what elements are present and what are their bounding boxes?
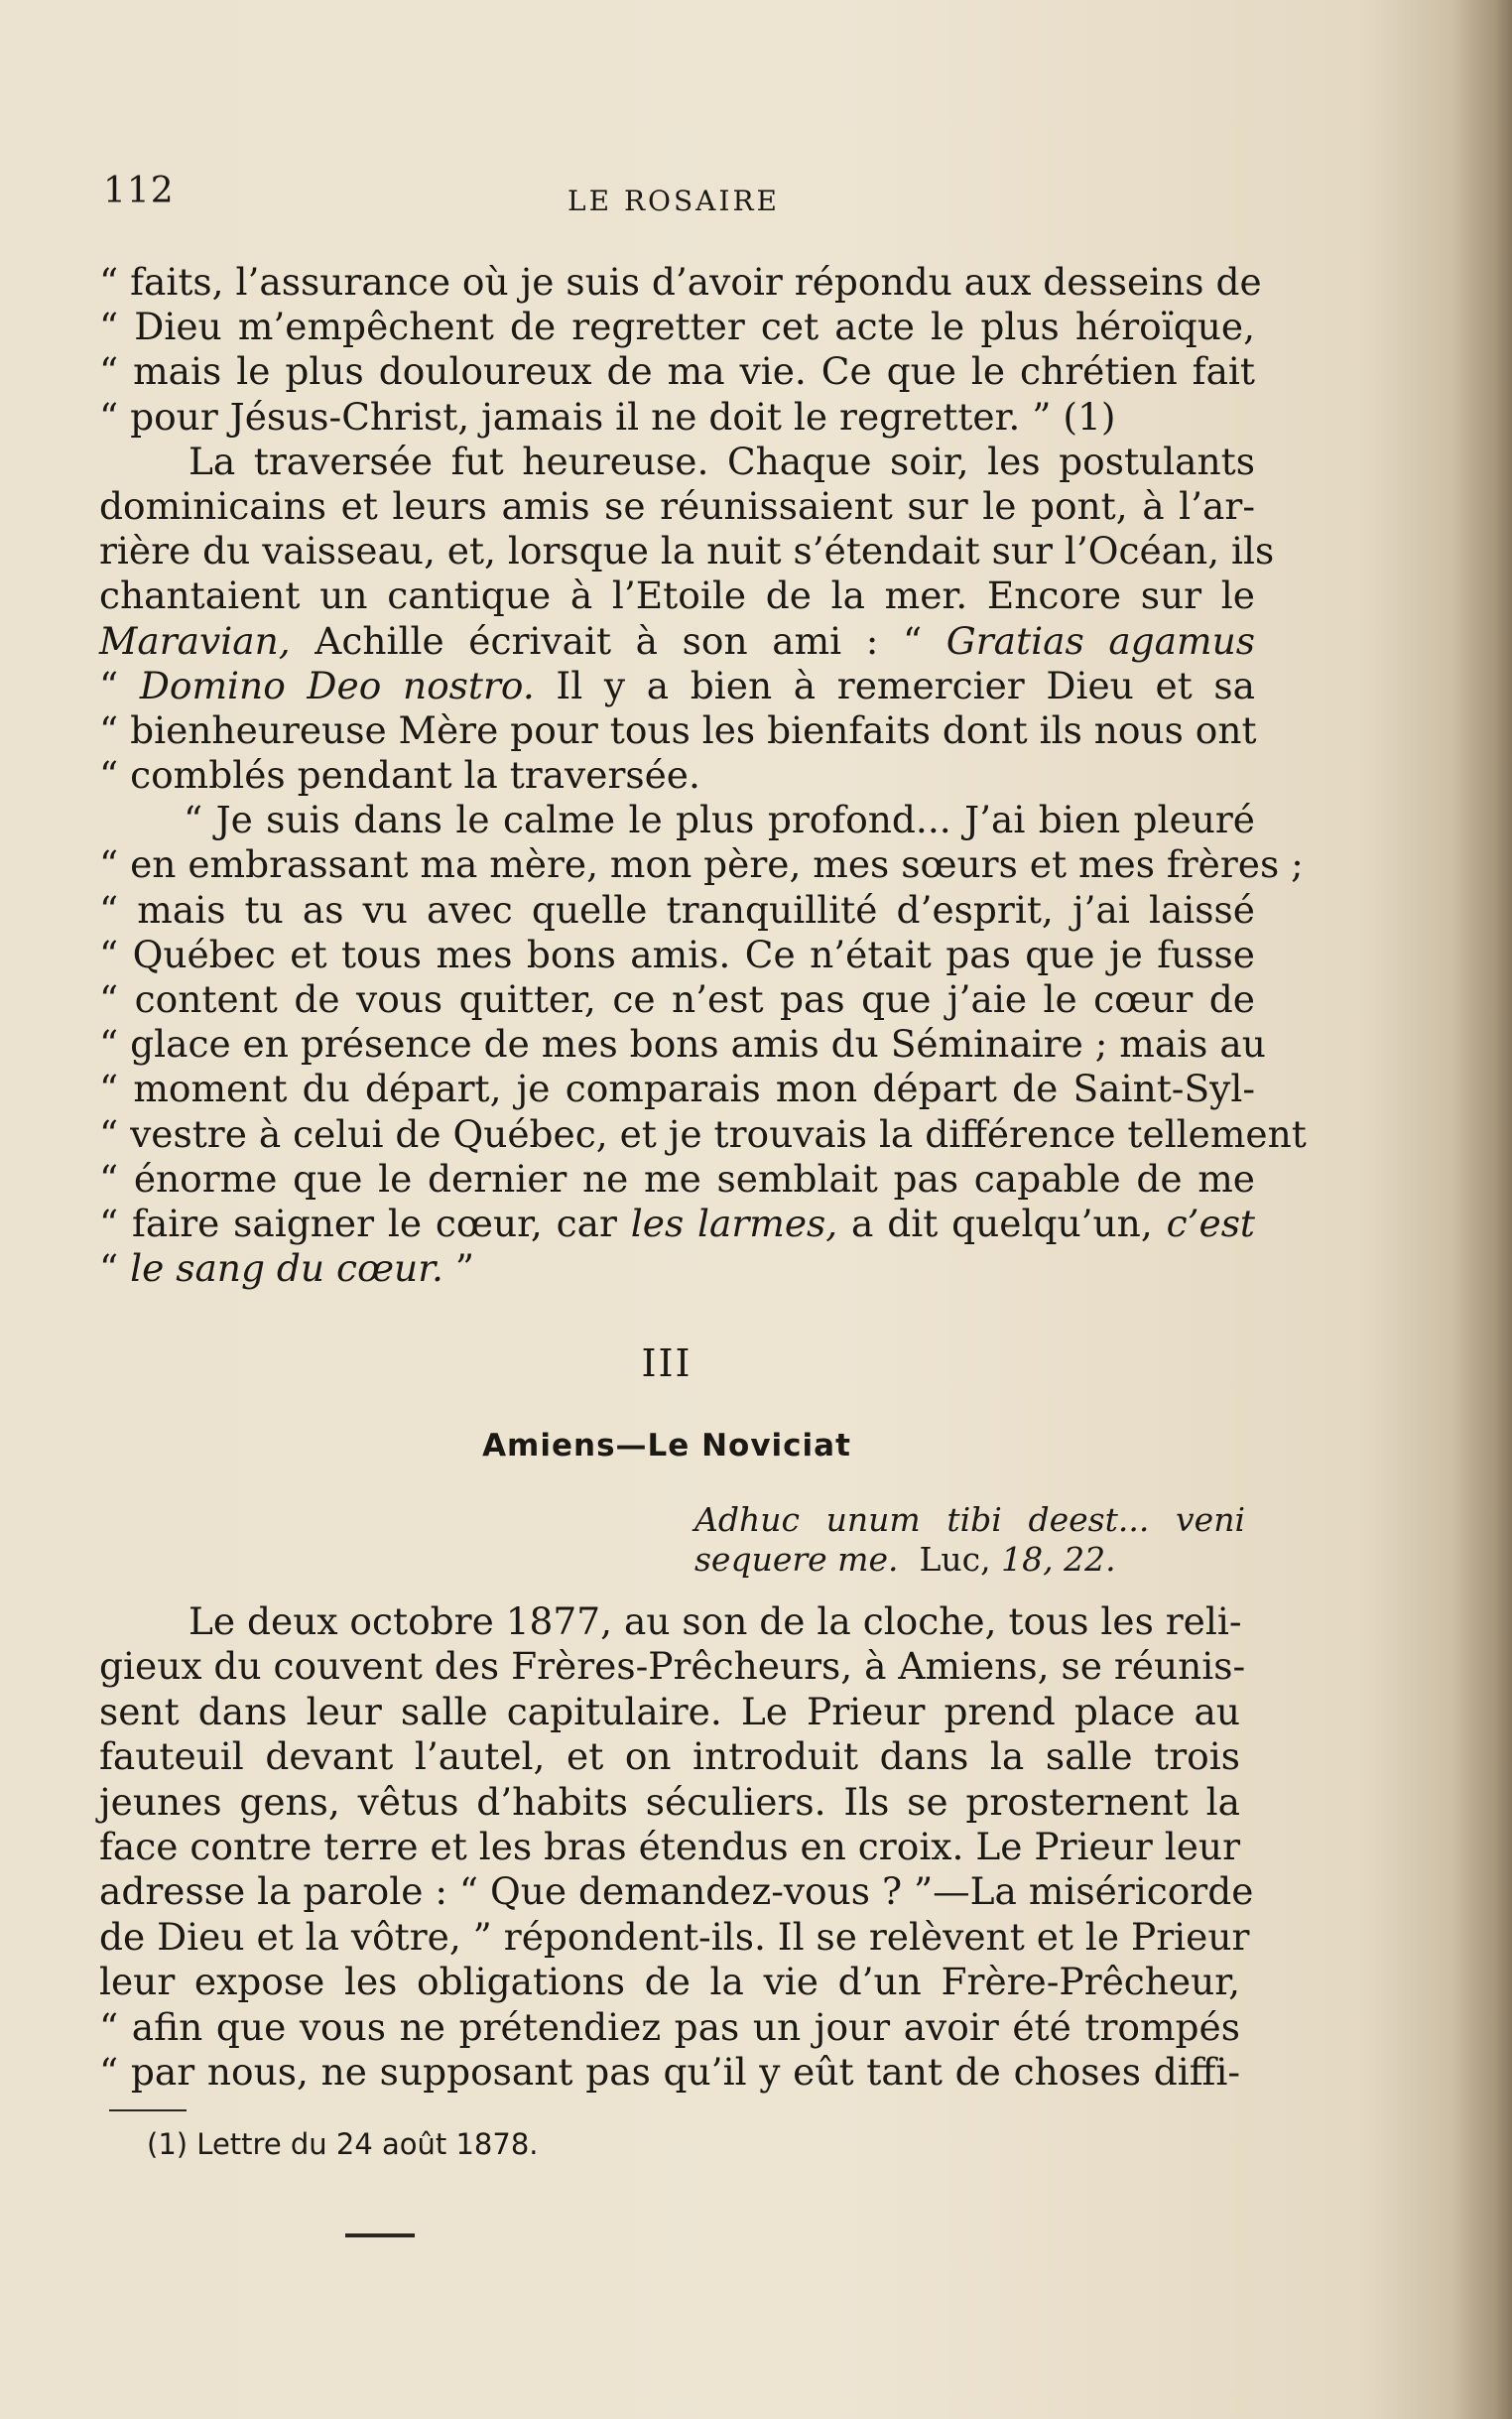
italic-gratias: Gratias agamus: [945, 618, 1255, 663]
text-line: “ Québec et tous mes bons amis. Ce n’était pas que je fusse: [99, 932, 1255, 976]
text-line: adresse la parole : “ Que demandez-vous ? ”—La miséricorde: [99, 1869, 1254, 1914]
footnote-rule: [109, 2109, 187, 2111]
text-line: “ glace en présence de mes bons amis du Séminaire ; mais au: [99, 1022, 1266, 1067]
text-line: chantaient un cantique à l’Etoile de la mer. Encore sur le: [99, 573, 1255, 618]
text-line: La traversée fut heureuse. Chaque soir, les postulants: [189, 439, 1255, 483]
epigraph: [694, 1500, 1245, 1580]
epigraph-verse: 22.: [1064, 1540, 1116, 1579]
text-line: “ faits, l’assurance où je suis d’avoir répondu aux desseins de: [99, 260, 1262, 304]
text-line: Le deux octobre 1877, au son de la cloche, tous les reli-: [189, 1599, 1242, 1643]
text-line: “ en embrassant ma mère, mon père, mes sœurs et mes frères ;: [99, 842, 1304, 887]
text-line: “ bienheureuse Mère pour tous les bienfaits dont ils nous ont: [99, 707, 1257, 752]
text-line: de Dieu et la vôtre, ” répondent-ils. Il se relèvent et le Prieur: [99, 1914, 1250, 1959]
italic-larmes: les larmes,: [630, 1201, 838, 1245]
italic-domino: Domino Deo nostro.: [139, 663, 535, 707]
text-line: face contre terre et les bras étendus en croix. Le Prieur leur: [99, 1824, 1240, 1868]
text-line-italic-mix: “ faire saigner le cœur, car les larmes, a dit quelqu’un, c’est: [99, 1201, 1256, 1245]
page-gutter-shadow: [1452, 0, 1512, 2419]
text-line: “ mais le plus douloureux de ma vie. Ce que le chrétien fait: [99, 349, 1255, 394]
text-line: “ comblés pendant la traversée.: [99, 753, 700, 798]
footnote: (1) Lettre du 24 août 1878.: [147, 2127, 539, 2161]
text-line: gieux du couvent des Frères-Prêcheurs, à Amiens, se réunis-: [99, 1644, 1246, 1689]
text-line: “ vestre à celui de Québec, et je trouvais la différence tellement: [99, 1111, 1307, 1156]
text-line: “ Dieu m’empêchent de regretter cet acte le plus héroïque,: [99, 305, 1255, 349]
epigraph-line: [694, 1540, 1245, 1580]
text-line: “ énorme que le dernier ne me semblait pas capable de me: [99, 1156, 1255, 1201]
epigraph-latin: Adhuc unum tibi deest... veni: [694, 1500, 1245, 1539]
page-number: 112: [103, 171, 175, 211]
text-line: fauteuil devant l’autel, et on introduit dans la salle trois: [99, 1734, 1240, 1779]
text-line: “ Je suis dans le calme le plus profond... J’ai bien pleuré: [184, 798, 1255, 842]
epigraph-chapter: 18,: [1001, 1540, 1054, 1579]
italic-sang: le sang du cœur.: [130, 1246, 443, 1291]
running-head: LE ROSAIRE: [567, 185, 780, 217]
text-line: “ pour Jésus-Christ, jamais il ne doit le regretter. ” (1): [99, 394, 1116, 439]
text-line-italic-mix: “ Domino Deo nostro. Il y a bien à remercier Dieu et sa: [99, 663, 1255, 707]
epigraph-line: [694, 1500, 1245, 1540]
text-line-italic-mix: “ le sang du cœur. ”: [99, 1246, 475, 1291]
epigraph-reference: Luc,: [919, 1540, 991, 1579]
epigraph-latin-end: sequere me.: [694, 1540, 899, 1579]
italic-cest: c’est: [1166, 1201, 1256, 1245]
text-line: “ afin que vous ne prétendiez pas un jour avoir été trompés: [99, 2004, 1240, 2049]
section-numeral: III: [641, 1341, 693, 1385]
body-paragraphs: [99, 260, 1307, 1291]
text-line: rière du vaisseau, et, lorsque la nuit s’étendait sur l’Océan, ils: [99, 529, 1275, 573]
text-line-italic-mix: Maravian, Achille écrivait à son ami : “ Gratias agamus: [99, 618, 1255, 663]
page-header: [103, 171, 1244, 220]
text-line: “ par nous, ne supposant pas qu’il y eût tant de choses diffi-: [99, 2049, 1240, 2094]
text-line: sent dans leur salle capitulaire. Le Prieur prend place au: [99, 1689, 1240, 1733]
section-title: Amiens—Le Noviciat: [482, 1428, 851, 1464]
text-line: “ moment du départ, je comparais mon départ de Saint-Syl-: [99, 1067, 1255, 1111]
text-line: “ mais tu as vu avec quelle tranquillité d’esprit, j’ai laissé: [99, 887, 1255, 932]
text-line: “ content de vous quitter, ce n’est pas que j’aie le cœur de: [99, 977, 1255, 1021]
printer-mark: [345, 2233, 415, 2237]
text-line: leur expose les obligations de la vie d’un Frère-Prêcheur,: [99, 1960, 1240, 2004]
text-line: jeunes gens, vêtus d’habits séculiers. Ils se prosternent la: [99, 1779, 1240, 1824]
italic-maravian: Maravian,: [99, 618, 291, 663]
text-line: dominicains et leurs amis se réunissaient sur le pont, à l’ar-: [99, 483, 1255, 528]
body-paragraph-section-iii: [99, 1599, 1254, 2095]
